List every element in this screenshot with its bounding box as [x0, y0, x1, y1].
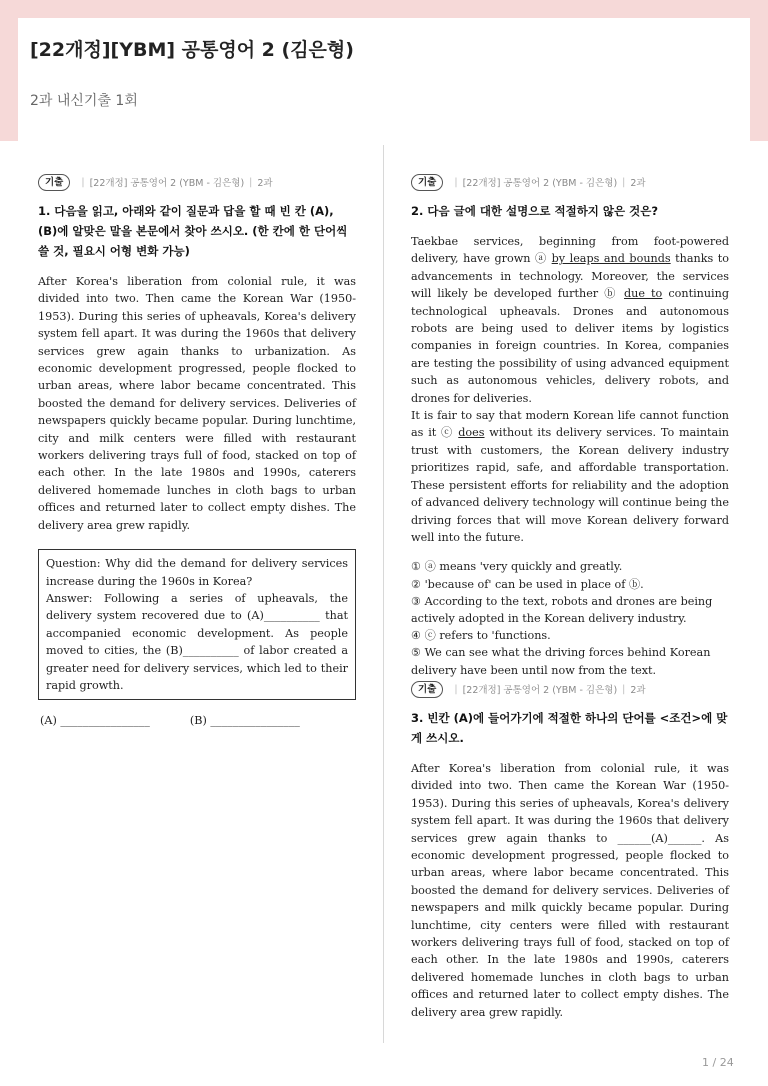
option-5[interactable]: ⑤ We can see what the driving forces behind Korean delivery have been until now from the text.	[411, 646, 711, 677]
underlined-phrase-a: by leaps and bounds	[551, 252, 671, 266]
option-4[interactable]: ④ ⓒ refers to 'functions.	[411, 629, 551, 643]
column-divider	[383, 145, 384, 1043]
underlined-phrase-b: due to	[624, 287, 663, 301]
blank-a: (A) ________________	[40, 714, 150, 728]
passage-paragraph-1: Taekbae services, beginning from foot-powered delivery, have grown ⓐ by leaps and bounds thanks to advancements in technology. Moreover, the services will likely be developed further ⓑ due to continuing technological upheavals. Drones and autonomous robots are being used to deliver items by logistics companies in foreign countries. In Korea, companies are testing the possibility of using advanced equipment such as autonomous vehicles, delivery robots, and drones for deliveries.	[411, 235, 729, 405]
page-number: 1 / 24	[702, 1056, 734, 1069]
document-title: [22개정][YBM] 공통영어 2 (김은형)	[30, 39, 354, 61]
answer-blanks	[38, 714, 356, 727]
option-2[interactable]: ② 'because of' can be used in place of ⓑ.	[411, 577, 644, 591]
question-meta: 기출 | [22개정] 공통영어 2 (YBM - 김은형) | 2과	[411, 680, 729, 698]
exam-badge: 기출	[38, 174, 70, 191]
question-source: [22개정] 공통영어 2 (YBM - 김은형)	[462, 178, 618, 189]
question-2	[411, 173, 729, 679]
question-title: 3. 빈칸 (A)에 들어가기에 적절한 하나의 단어를 <조건>에 맞게 쓰시오.	[411, 711, 728, 745]
box-question: Question: Why did the demand for delivery services increase during the 1960s in Korea?	[46, 557, 348, 588]
question-answer-box	[38, 549, 356, 700]
question-3	[411, 680, 729, 1021]
question-meta: 기출 | [22개정] 공통영어 2 (YBM - 김은형) | 2과	[38, 173, 356, 191]
question-lesson: 2과	[257, 178, 273, 189]
exam-badge: 기출	[411, 174, 443, 191]
question-lesson: 2과	[630, 178, 646, 189]
question-source: [22개정] 공통영어 2 (YBM - 김은형)	[89, 178, 245, 189]
blank-b: (B) ________________	[189, 714, 300, 728]
answer-options	[411, 558, 729, 678]
question-passage: After Korea's liberation from colonial rule, it was divided into two. Then came the Korean War (1950-1953). During this series of upheavals, Korea's delivery system fell apart. It was during the 1960s that delivery services grew again thanks to ______(A)______. As economic development progressed, people flocked to urban areas, where labor became concentrated. This boosted the demand for delivery services. Deliveries of newspapers and milk quickly became popular. During lunchtime, city centers were filled with restaurant workers delivering trays full of food, stacked on top of each other. In the late 1980s and 1990s, caterers delivered homemade lunches in cloth bags to urban offices and returned later to collect empty dishes. The delivery area grew rapidly.	[411, 762, 729, 1019]
exam-badge: 기출	[411, 681, 443, 698]
passage-paragraph-2: It is fair to say that modern Korean life cannot function as it ⓒ does without its delivery services. To maintain trust with customers, the Korean delivery industry prioritizes rapid, safe, and affordable transportation. These persistent efforts for reliability and the adoption of advanced delivery technology will continue being the driving forces that will move Korean delivery forward well into the future.	[411, 409, 729, 544]
question-meta: 기출 | [22개정] 공통영어 2 (YBM - 김은형) | 2과	[411, 173, 729, 191]
box-answer: Answer: Following a series of upheavals, the delivery system recovered due to (A)__________ that accompanied economic development. As people moved to cities, the (B)__________ of labor created a greater need for delivery services, which led to their rapid growth.	[46, 591, 348, 692]
document-subtitle: 2과 내신기출 1회	[30, 93, 138, 109]
question-passage	[411, 233, 729, 546]
question-lesson: 2과	[630, 685, 646, 696]
question-title: 1. 다음을 읽고, 아래와 같이 질문과 답을 할 때 빈 칸 (A), (B)에 알맞은 말을 본문에서 찾아 쓰시오. (한 칸에 한 단어씩 쓸 것, 필요시 어형 변화 가능)	[38, 204, 348, 258]
option-3[interactable]: ③ According to the text, robots and drones are being actively adopted in the Korean delivery industry.	[411, 594, 713, 625]
question-source: [22개정] 공통영어 2 (YBM - 김은형)	[462, 685, 618, 696]
question-passage: After Korea's liberation from colonial rule, it was divided into two. Then came the Korean War (1950-1953). During this series of upheavals, Korea's delivery system fell apart. It was during the 1960s that delivery services grew again thanks to urbanization. As economic development progressed, people flocked to urban areas, where labor became concentrated. This boosted the demand for delivery services. Deliveries of newspapers quickly became popular. During lunchtime, city and milk centers were filled with restaurant workers delivering trays full of food, stacked on top of each other. In the late 1980s and 1990s, caterers delivered homemade lunches in cloth bags to urban offices and returned later to collect empty dishes. The delivery area grew rapidly.	[38, 275, 356, 532]
question-1	[38, 173, 356, 727]
underlined-phrase-c: does	[458, 426, 485, 440]
question-title: 2. 다음 글에 대한 설명으로 적절하지 않은 것은?	[411, 204, 659, 218]
option-1[interactable]: ① ⓐ means 'very quickly and greatly.	[411, 560, 623, 574]
